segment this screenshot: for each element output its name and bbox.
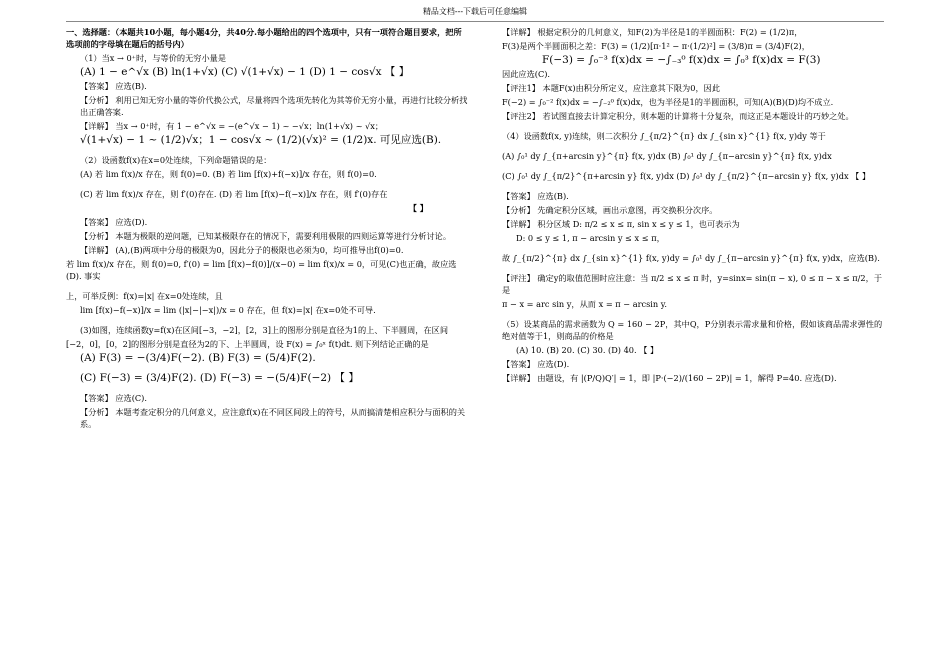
q4-analysis: 【分析】 先确定积分区域，画出示意图，再交换积分次序。 [502, 205, 718, 215]
q3-conclusion: 因此应选(C). [502, 69, 551, 79]
q4-remark: 【评注】 确定y的取值范围时应注意：当 π/2 ≤ x ≤ π 时，y=sinx= sin(π − x), 0 ≤ π − x ≤ π/2，于是 [502, 273, 883, 295]
q5-options: (A) 10. (B) 20. (C) 30. (D) 40. 【 】 [516, 345, 659, 355]
right-column [502, 26, 886, 386]
q4-detail-result: 故 ∫_{π/2}^{π} dx ∫_{sin x}^{1} f(x, y)dy = ∫₀¹ dy ∫_{π−arcsin y}^{π} f(x, y)dx，应选(B). [502, 253, 880, 263]
left-column [66, 26, 468, 432]
question-2: （2）设函数f(x)在x=0处连续，下列命题错误的是： [80, 155, 272, 165]
q3-remark-1-cont: F(−2) = ∫₀⁻² f(x)dx = −∫₋₂⁰ f(x)dx，也为半径是1的半圆面积，可知(A)(B)(D)均不成立. [502, 97, 834, 107]
q5-detail: 【详解】 由题设，有 |(P/Q)Q′| = 1，即 |P·(−2)/(160 − 2P)| = 1，解得 P=40. 应选(D). [502, 373, 837, 383]
q3-detail: 【详解】 根据定积分的几何意义，知F(2)为半径是1的半圆面积：F(2) = (1/2)π， [502, 27, 803, 37]
q3-remark-2: 【评注2】 若试图直接去计算定积分，则本题的计算将十分复杂，而这正是本题设计的巧妙之处。 [502, 111, 854, 121]
q4-answer: 【答案】 应选(B). [502, 191, 569, 201]
q3-detail-f3: F(3)是两个半圆面积之差：F(3) = (1/2)[π·1² − π·(1/2)²] = (3/8)π = (3/4)F(2)， [502, 41, 810, 51]
q3-options-ab: (A) F(3) = −(3/4)F(−2). (B) F(3) = (5/4)F(2). [80, 352, 316, 364]
q1-detail-cont: √(1+√x) − 1 ~ (1/2)√x；1 − cos√x ~ (1/2)(√x)² = (1/2)x. 可见应选(B). [80, 134, 442, 146]
q1-analysis: 【分析】 利用已知无穷小量的等价代换公式，尽量将四个选项先转化为其等价无穷小量，再进行比较分析找出正确答案. [80, 95, 468, 117]
q2-detail-c: 若 lim f(x)/x 存在，则 f(0)=0, f′(0) = lim [f(x)−f(0)]/(x−0) = lim f(x)/x = 0，可见(C)也正确，故应选(D). 事实 [66, 259, 457, 281]
q2-answer: 【答案】 应选(D). [80, 217, 148, 227]
q2-counterexample-limit: lim [f(x)−f(−x)]/x = lim (|x|−|−x|)/x = 0 存在，但 f(x)=|x| 在x=0处不可导. [80, 305, 376, 315]
q3-analysis: 【分析】 本题考查定积分的几何意义，应注意f(x)在不同区间段上的符号，从而搞清楚相应积分与面积的关系。 [80, 407, 466, 429]
q3-detail-fm3: F(−3) = ∫₀⁻³ f(x)dx = −∫₋₃⁰ f(x)dx = ∫₀³ f(x)dx = F(3) [542, 54, 821, 66]
question-3-cont: [−2，0]，[0，2]的图形分别是直径为2的下、上半圆周，设 F(x) = ∫₀ˣ f(t)dt. 则下列结论正确的是 [66, 339, 429, 349]
q5-answer: 【答案】 应选(D). [502, 359, 570, 369]
q4-detail: 【详解】 积分区域 D: π/2 ≤ x ≤ π, sin x ≤ y ≤ 1，也可表示为 [502, 219, 740, 229]
header-divider [66, 21, 884, 22]
question-4: （4）设函数f(x, y)连续，则二次积分 ∫_{π/2}^{π} dx ∫_{sin x}^{1} f(x, y)dy 等于 [502, 131, 826, 141]
q2-counterexample: 上，可举反例：f(x)=|x| 在x=0处连续，且 [66, 291, 223, 301]
q4-options-cd: (C) ∫₀¹ dy ∫_{π/2}^{π+arcsin y} f(x, y)dx (D) ∫₀¹ dy ∫_{π/2}^{π−arcsin y} f(x, y)dx 【 】 [502, 171, 871, 181]
question-1-options: (A) 1 − e^√x (B) ln(1+√x) (C) √(1+√x) − 1 (D) 1 − cos√x 【 】 [80, 66, 410, 78]
q3-remark-1: 【评注1】 本题F(x)由积分所定义，应注意其下限为0，因此 [502, 83, 721, 93]
page-header: 精品文档---下载后可任意编辑 [422, 7, 528, 16]
q2-options-ab: (A) 若 lim f(x)/x 存在，则 f(0)=0. (B) 若 lim [f(x)+f(−x)]/x 存在，则 f(0)=0. [80, 169, 377, 179]
q2-detail: 【详解】 (A),(B)两项中分母的极限为0，因此分子的极限也必须为0，均可推导出f(0)=0. [80, 245, 404, 255]
q2-answer-bracket: 【 】 [408, 203, 428, 213]
question-5: （5）设某商品的需求函数为 Q = 160 − 2P，其中Q，P分别表示需求量和价格，假如该商品需求弹性的绝对值等于1，则商品的价格是 [502, 319, 883, 341]
q4-remark-cont: π − x = arc sin y，从而 x = π − arcsin y. [502, 299, 667, 309]
q1-answer: 【答案】 应选(B). [80, 81, 147, 91]
question-3: (3)如图，连续函数y=f(x)在区间[−3，−2]，[2，3]上的图形分别是直径为1的上、下半圆周，在区间 [80, 325, 449, 335]
q3-answer: 【答案】 应选(C). [80, 393, 147, 403]
q3-options-cd: (C) F(−3) = (3/4)F(2). (D) F(−3) = −(5/4)F(−2) 【 】 [80, 372, 359, 384]
q4-options-ab: (A) ∫₀¹ dy ∫_{π+arcsin y}^{π} f(x, y)dx (B) ∫₀¹ dy ∫_{π−arcsin y}^{π} f(x, y)dx [502, 151, 832, 161]
q4-detail-region: D: 0 ≤ y ≤ 1, π − arcsin y ≤ x ≤ π， [516, 233, 665, 243]
q2-options-cd: (C) 若 lim f(x)/x 存在，则 f′(0)存在. (D) 若 lim [f(x)−f(−x)]/x 存在，则 f′(0)存在 [80, 189, 388, 199]
section-title: 一、选择题：（本题共10小题，每小题4分，共40分.每小题给出的四个选项中，只有一项符合题目要求，把所选项前的字母填在题后的括号内） [66, 27, 462, 49]
q1-detail: 【详解】 当x → 0⁺时，有 1 − e^√x = −(e^√x − 1) ~ −√x；ln(1+√x) ~ √x； [80, 121, 384, 131]
q2-analysis: 【分析】 本题为极限的逆问题，已知某极限存在的情况下，需要利用极限的四则运算等进行分析讨论。 [80, 231, 452, 241]
question-1: （1）当x → 0⁺时，与等价的无穷小量是 [80, 53, 227, 63]
